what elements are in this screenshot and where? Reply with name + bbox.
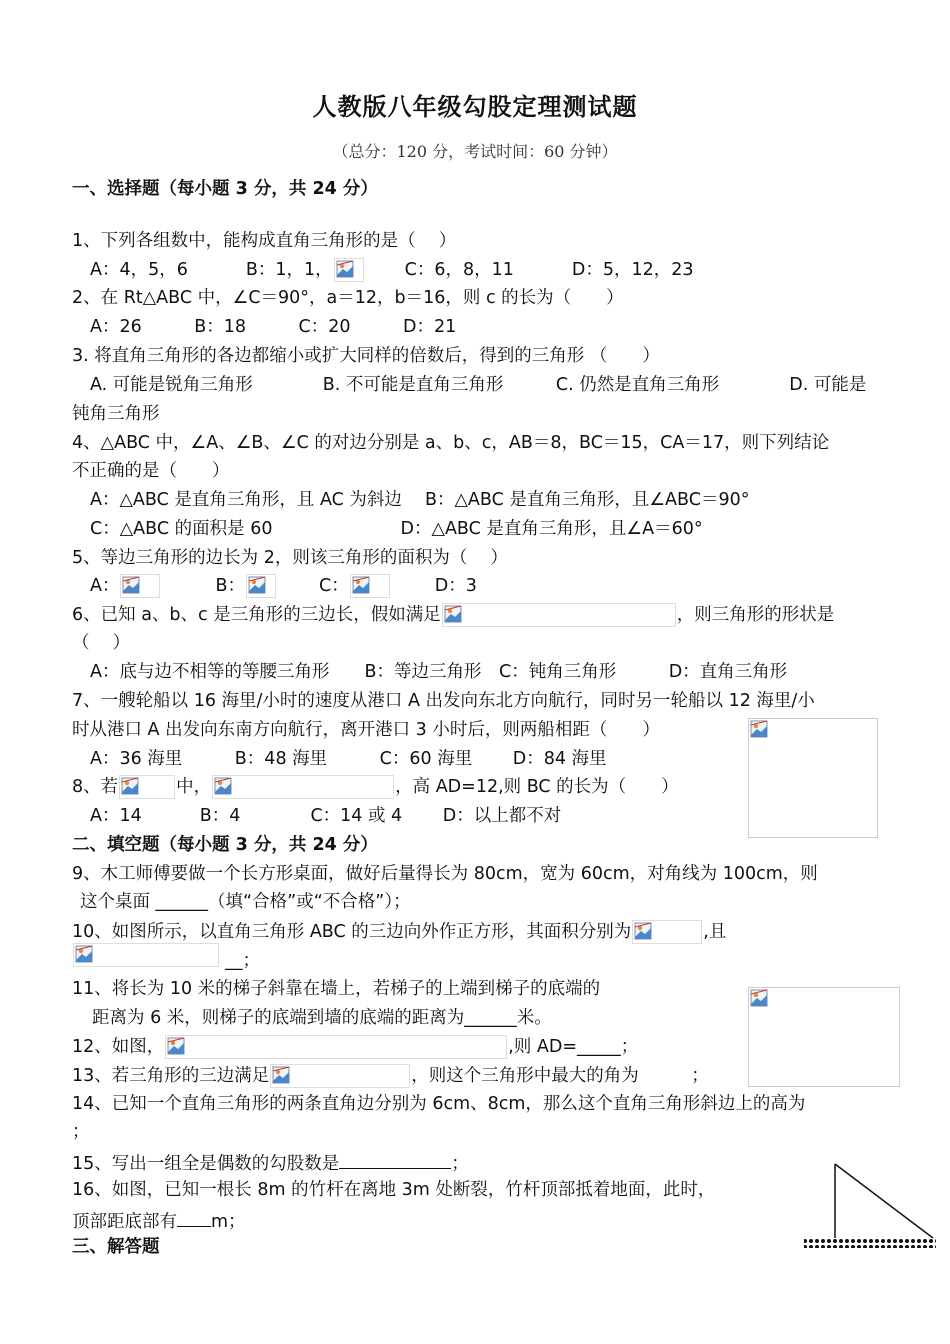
q13-text-end: ，则这个三角形中最大的角为 ； (411, 1066, 709, 1086)
broken-image-icon (167, 1037, 185, 1055)
question-16: 16、如图，已知一根长 8m 的竹杆在离地 3m 处断裂，竹杆顶部抵着地面，此时， (72, 1180, 716, 1200)
question-10 (72, 920, 726, 944)
question-1: 1、下列各组数中，能构成直角三角形的是（ ） (72, 231, 457, 251)
q8-options: A：14 B：4 C：14 或 4 D：以上都不对 (90, 806, 562, 826)
q7-options: A：36 海里 B：48 海里 C：60 海里 D：84 海里 (90, 749, 607, 769)
section-fill-heading: 二、填空题（每小题 3 分，共 24 分） (72, 835, 378, 855)
q5-options (90, 574, 477, 598)
question-6-paren: （ ） (72, 633, 131, 653)
formula-image (334, 258, 364, 282)
question-13 (72, 1064, 709, 1088)
ground (804, 1239, 936, 1248)
q3-options-cont: 钝角三角形 (72, 404, 160, 424)
q5-option-c: C： (319, 576, 349, 596)
question-14: 14、已知一个直角三角形的两条直角边分别为 6cm、8cm，那么这个直角三角形斜边上的高为 (72, 1094, 806, 1114)
q6-options: A：底与边不相等的等腰三角形 B：等边三角形 C：钝角三角形 D：直角三角形 (90, 662, 788, 682)
question-10-cont (72, 943, 220, 967)
q8-text-end: ，高 AD=12,则 BC 的长为（ ） (395, 777, 679, 797)
q1-option-a: A：4，5，6 (90, 260, 188, 280)
broken-image-icon (214, 777, 232, 795)
q15-text: 15、写出一组全是偶数的勾股数是 (72, 1154, 340, 1174)
q16-answer-blank (177, 1208, 211, 1227)
q7-figure-image (748, 718, 878, 838)
formula-image (212, 775, 394, 799)
question-4-cont: 不正确的是（ ） (72, 461, 230, 481)
section-answer-heading: 三、解答题 (72, 1237, 160, 1257)
broken-image-icon (272, 1066, 290, 1084)
section-choice-heading: 一、选择题（每小题 3 分，共 24 分） (72, 179, 378, 199)
q15-text-end: ； (451, 1154, 469, 1174)
question-2: 2、在 Rt△ABC 中，∠C＝90°，a＝12，b＝16，则 c 的长为（ ） (72, 288, 624, 308)
q8-text-mid: 中， (176, 777, 212, 797)
formula-image (120, 574, 160, 598)
question-9: 9、木工师傅要做一个长方形桌面，做好后量得长为 80cm，宽为 60cm，对角线为 100cm，则 (72, 864, 818, 884)
broken-image-icon (634, 922, 652, 940)
formula-image (442, 603, 676, 627)
q8-text: 8、若 (72, 777, 119, 797)
broken-image-icon (122, 576, 140, 594)
question-9-cont: 这个桌面 ______（填“合格”或“不合格”）； (80, 892, 411, 912)
q6-text-end: ，则三角形的形状是 (676, 605, 835, 625)
q1-option-d: D：5，12，23 (571, 260, 694, 280)
question-15 (72, 1150, 469, 1175)
q6-text: 6、已知 a、b、c 是三角形的三边长，假如满足 (72, 605, 441, 625)
question-4: 4、△ABC 中，∠A、∠B、∠C 的对边分别是 a、b、c，AB＝8，BC＝15，CA＝17，则下列结论 (72, 433, 830, 453)
formula-image (246, 574, 276, 598)
q1-option-b: B：1，1， (245, 260, 333, 280)
question-16-cont (72, 1208, 246, 1233)
q5-option-a: A： (90, 576, 120, 596)
q13-text: 13、若三角形的三边满足 (72, 1066, 270, 1086)
broken-image-icon (750, 989, 768, 1007)
bamboo-broken-part (835, 1164, 933, 1238)
question-11-cont: 距离为 6 米，则梯子的底端到墙的底端的距离为______米。 (92, 1008, 552, 1028)
q1-option-c: C：6，8，11 (404, 260, 514, 280)
page-subtitle: （总分：120 分，考试时间：60 分钟） (332, 142, 618, 161)
q1-options (90, 258, 694, 282)
q16-text-end: m； (211, 1212, 246, 1232)
q16-text: 顶部距底部有 (72, 1212, 177, 1232)
broken-image-icon (750, 720, 768, 738)
question-6 (72, 603, 834, 627)
q10-text-end: ,且 (703, 922, 727, 942)
q15-answer-blank (339, 1150, 451, 1169)
broken-image-icon (121, 777, 139, 795)
broken-image-icon (248, 576, 266, 594)
q12-text-end: ,则 AD=_____； (508, 1037, 639, 1057)
bamboo-triangle-figure (802, 1160, 938, 1252)
question-11: 11、将长为 10 米的梯子斜靠在墙上，若梯子的上端到梯子的底端的 (72, 979, 601, 999)
question-5: 5、等边三角形的边长为 2，则该三角形的面积为（ ） (72, 548, 508, 568)
q12-figure-image (748, 987, 900, 1087)
q10-text: 10、如图所示，以直角三角形 ABC 的三边向外作正方形，其面积分别为 (72, 922, 632, 942)
q4-options-cd: C：△ABC 的面积是 60 D：△ABC 是直角三角形，且∠A＝60° (90, 519, 703, 539)
q4-options-ab: A：△ABC 是直角三角形，且 AC 为斜边 B：△ABC 是直角三角形，且∠ABC＝90° (90, 490, 750, 510)
q3-options: A. 可能是锐角三角形 B. 不可能是直角三角形 C. 仍然是直角三角形 D. 可能是 (90, 375, 867, 395)
formula-image (165, 1035, 507, 1059)
q12-text: 12、如图， (72, 1037, 165, 1057)
q5-option-d: D：3 (434, 576, 477, 596)
q2-options: A：26 B：18 C：20 D：21 (90, 317, 457, 337)
broken-image-icon (75, 945, 93, 963)
page-title: 人教版八年级勾股定理测试题 (312, 92, 638, 121)
broken-image-icon (444, 605, 462, 623)
broken-image-icon (352, 576, 370, 594)
question-7-cont: 时从港口 A 出发向东南方向航行，离开港口 3 小时后，则两船相距（ ） (72, 720, 660, 740)
formula-image (119, 775, 175, 799)
formula-image (270, 1064, 410, 1088)
formula-image (350, 574, 390, 598)
broken-image-icon (336, 260, 354, 278)
q10-answer-blank: __； (225, 951, 260, 971)
question-14-cont: ； (72, 1122, 90, 1142)
question-8 (72, 775, 679, 799)
formula-image (73, 943, 219, 967)
question-7: 7、一艘轮船以 16 海里/小时的速度从港口 A 出发向东北方向航行，同时另一轮船以 12 海里/小 (72, 691, 815, 711)
question-3: 3. 将直角三角形的各边都缩小或扩大同样的倍数后，得到的三角形 （ ） (72, 346, 660, 366)
q5-option-b: B： (215, 576, 245, 596)
question-12 (72, 1035, 638, 1059)
formula-image (632, 920, 702, 944)
